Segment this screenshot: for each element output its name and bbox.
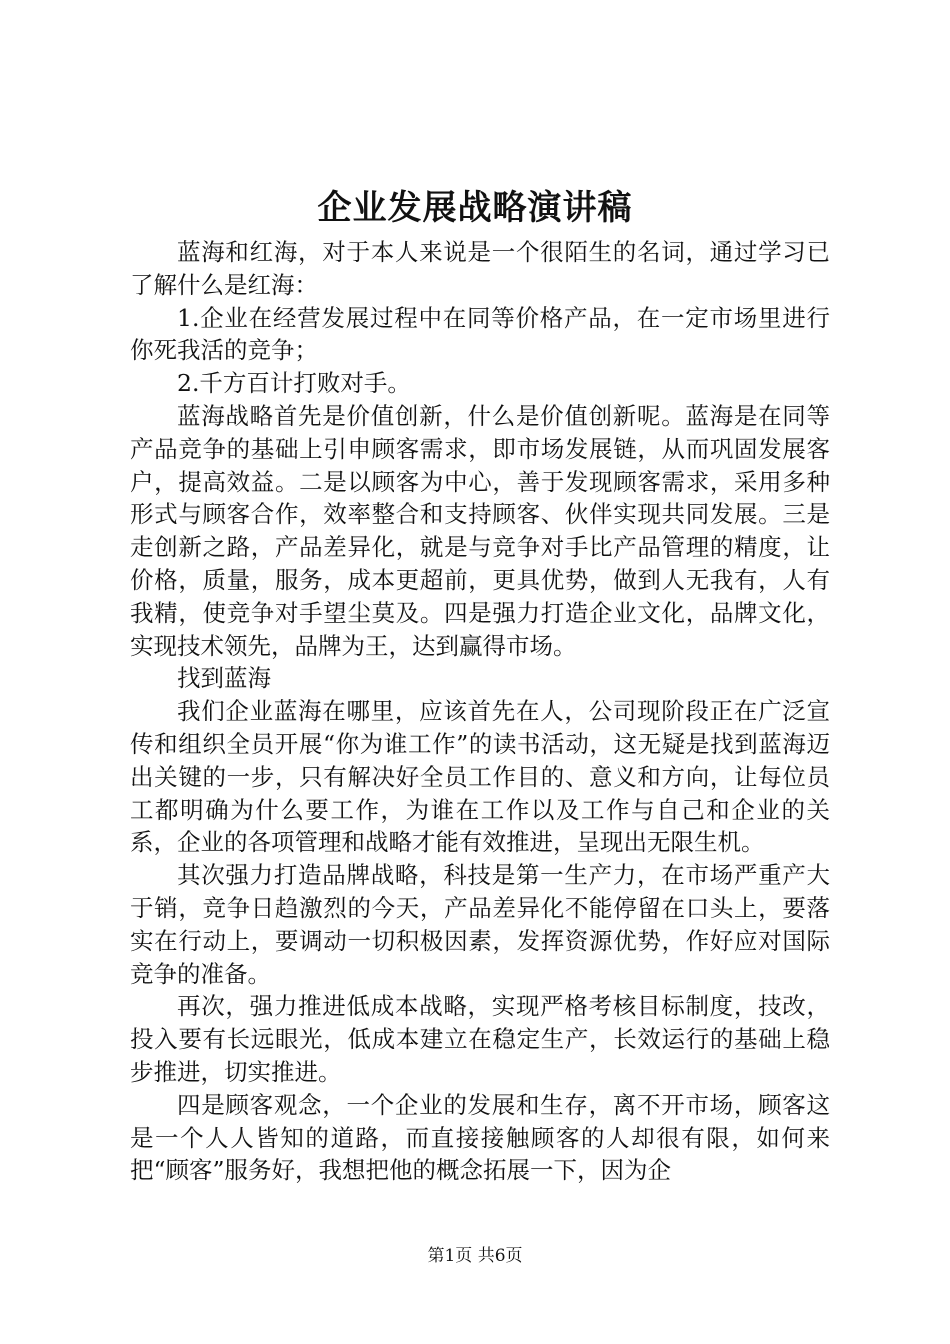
document-body [130, 236, 830, 1187]
list-item-1: 1.企业在经营发展过程中在同等价格产品，在一定市场里进行你死我活的竞争； [130, 303, 830, 365]
paragraph-intro: 蓝海和红海，对于本人来说是一个很陌生的名词，通过学习已了解什么是红海： [130, 238, 830, 299]
paragraph-people: 我们企业蓝海在哪里，应该首先在人，公司现阶段正在广泛宣传和组织全员开展“你为谁工作”的读书活动，这无疑是找到蓝海迈出关键的一步，只有解决好全员工作目的、意义和方向，让每位员工都明确为什么要工作，为谁在工作以及工作与自己和企业的关系，企业的各项管理和战略才能有效推进，呈现出无限生机。 [130, 697, 830, 857]
paragraph-low-cost-strategy: 再次，强力推进低成本战略，实现严格考核目标制度，技改，投入要有长远眼光，低成本建立在稳定生产，长效运行的基础上稳步推进，切实推进。 [130, 992, 830, 1086]
document-title: 企业发展战略演讲稿 [317, 188, 633, 228]
paragraph-blue-ocean-strategy: 蓝海战略首先是价值创新，什么是价值创新呢。蓝海是在同等产品竞争的基础上引申顾客需求，即市场发展链，从而巩固发展客户，提高效益。二是以顾客为中心，善于发现顾客需求，采用多种形式与顾客合作，效率整合和支持顾客、伙伴实现共同发展。三是走创新之路，产品差异化，就是与竞争对手比产品管理的精度，让价格，质量，服务，成本更超前，更具优势，做到人无我有，人有我精，使竞争对手望尘莫及。四是强力打造企业文化，品牌文化，实现技术领先，品牌为王，达到赢得市场。 [130, 401, 830, 660]
paragraph-customer-concept: 四是顾客观念，一个企业的发展和生存，离不开市场，顾客这是一个人人皆知的道路，而直接接触顾客的人却很有限，如何来把“顾客”服务好，我想把他的概念拓展一下，因为企 [130, 1090, 830, 1185]
page-footer: 第1页 共6页 [427, 1246, 523, 1266]
paragraph-brand-strategy: 其次强力打造品牌战略，科技是第一生产力，在市场严重产大于销，竞争日趋激烈的今天，产品差异化不能停留在口头上，要落实在行动上，要调动一切积极因素，发挥资源优势，作好应对国际竞争的准备。 [130, 861, 830, 988]
section-heading-find-blue-ocean: 找到蓝海 [177, 664, 271, 693]
list-item-2: 2.千方百计打败对手。 [177, 369, 411, 398]
